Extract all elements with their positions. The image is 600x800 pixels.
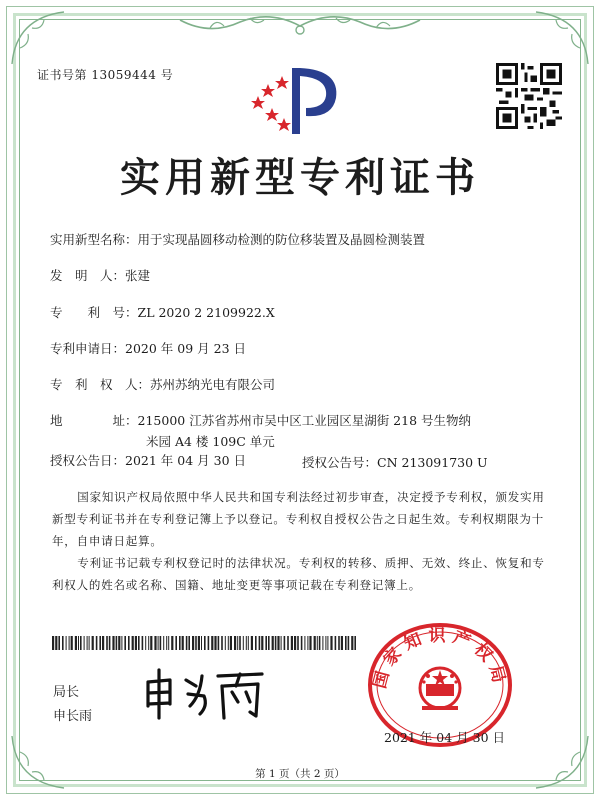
- utility-model-name-label: 实用新型名称：: [50, 232, 138, 247]
- director-name: 申长雨: [53, 709, 93, 724]
- field-address: [50, 413, 471, 429]
- patentee-value: 苏州苏纳光电有限公司: [150, 377, 276, 392]
- address-line-2: 米园 A4 楼 109C 单元: [146, 434, 275, 449]
- qr-code: [496, 63, 562, 129]
- bottom-left-corner-ornament: [8, 732, 68, 792]
- svg-text:国家知识产权局: 国家知识产权局: [369, 626, 511, 691]
- patent-number-label: 专 利 号：: [50, 305, 138, 320]
- director-signature: [140, 662, 270, 726]
- bottom-right-corner-ornament: [532, 732, 592, 792]
- utility-model-name-value: 用于实现晶圆移动检测的防位移装置及晶圆检测装置: [137, 232, 426, 247]
- grant-date-value: 2021 年 04 月 30 日: [125, 453, 247, 468]
- certificate-number-label: 证书号第: [37, 68, 88, 82]
- patentee-label: 专 利 权 人：: [50, 377, 151, 392]
- cnipa-logo: [248, 62, 350, 140]
- field-patent-number: [50, 305, 275, 321]
- page-number: 第 1 页（共 2 页）: [255, 768, 345, 780]
- certificate-number-suffix: 号: [160, 68, 174, 82]
- top-right-corner-ornament: [532, 8, 592, 68]
- filing-date-label: 专利申请日：: [50, 341, 126, 356]
- top-left-corner-ornament: [8, 8, 68, 68]
- field-grant-date: [50, 453, 246, 469]
- statement-paragraph-2: 专利证书记载专利权登记时的法律状况。专利权的转移、质押、无效、终止、恢复和专利权人的姓名或名称、国籍、地址变更等事项记载在专利登记簿上。: [52, 556, 545, 592]
- field-utility-model-name: [50, 232, 425, 248]
- seal-date: 2021 年 04 月 30 日: [384, 730, 505, 745]
- field-filing-date: [50, 341, 246, 357]
- certificate-number: [37, 66, 173, 83]
- certificate-title: 实用新型专利证书: [120, 154, 480, 201]
- field-inventor: [50, 268, 150, 284]
- statement-paragraph-1: 国家知识产权局依照中华人民共和国专利法经过初步审查，决定授予专利权，颁发实用新型专利证书并在专利登记簿上予以登记。专利权自授权公告之日起生效。专利权期限为十年，自申请日起算。: [52, 490, 545, 548]
- address-line-1: 215000 江苏省苏州市吴中区工业园区星湖街 218 号生物纳: [137, 413, 472, 428]
- filing-date-value: 2020 年 09 月 23 日: [125, 341, 247, 356]
- grant-date-label: 授权公告日：: [50, 453, 126, 468]
- grant-number-label: 授权公告号：: [302, 455, 378, 470]
- certificate-number-value: 13059444: [91, 68, 157, 82]
- inventor-value: 张建: [125, 268, 151, 283]
- director-title: 局长: [53, 685, 80, 700]
- patent-number-value: ZL 2020 2 2109922.X: [137, 305, 275, 320]
- field-patentee: [50, 377, 275, 393]
- grant-number-value: CN 213091730 U: [377, 455, 488, 470]
- address-label: 地 址：: [50, 413, 138, 428]
- inventor-label: 发 明 人：: [50, 268, 126, 283]
- barcode: [52, 636, 358, 650]
- field-grant-number: [302, 453, 488, 471]
- top-ornament: [170, 6, 430, 46]
